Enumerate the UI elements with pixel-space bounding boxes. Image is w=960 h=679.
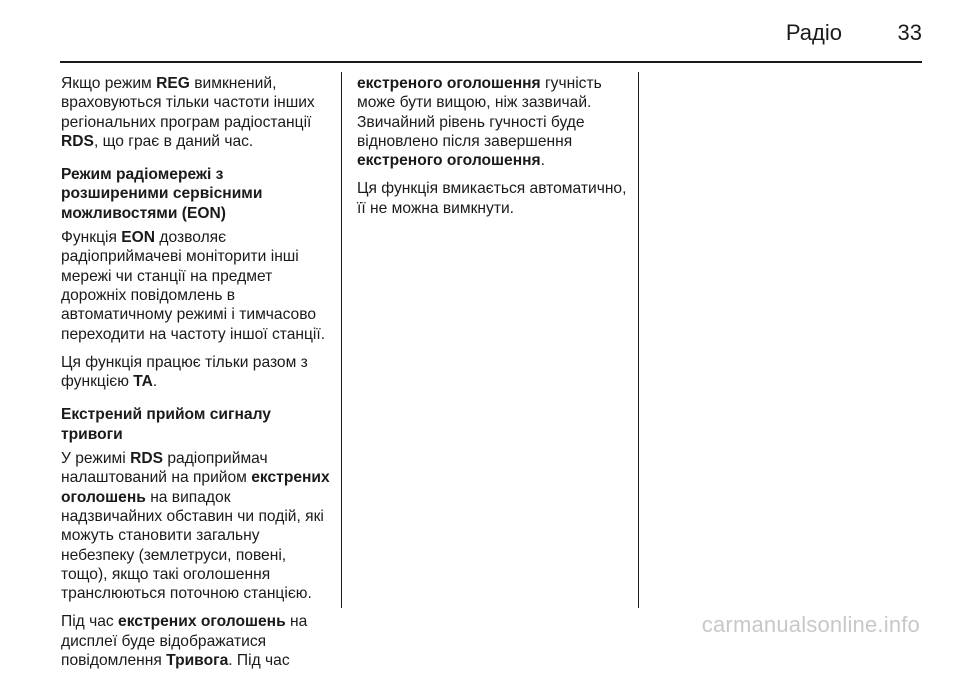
- watermark: carmanualsonline.info: [701, 612, 920, 637]
- paragraph-alarm: Під час екстрених оголошень на дисплеї буде відображатися повідомлення Тривога. Під час: [61, 613, 308, 670]
- paragraph-ta: Ця функція працює тільки разом з функцією TA.: [61, 353, 308, 391]
- term-alarm: Тривога: [166, 652, 229, 670]
- term-ta: TA: [133, 373, 153, 391]
- paragraph-reg: Якщо режим REG вимкнений, враховуються тільки частоти інших регіональних програм радіостанції RDS, що грає в даний час.: [61, 75, 315, 150]
- text-column-2: [357, 74, 629, 227]
- paragraph-auto: Ця функція вмикається автоматично, її не можна вимкнути.: [357, 180, 627, 217]
- term-rds-2: RDS: [130, 450, 164, 468]
- term-emergency-announcements-2: екстрених оголошень: [118, 613, 286, 631]
- page-number: 33: [897, 20, 922, 45]
- header-rule: [60, 61, 922, 63]
- term-rds: RDS: [61, 132, 94, 150]
- paragraph-emergency: У режимі RDS радіоприймач налаштований на прийом екстрених оголошень на випадок надзвичайних обставин чи подій, які можуть становити загальну небезпеку (землетруси, повені, тощо), якщо такі оголошення транслюються поточною станцією.: [61, 450, 330, 603]
- heading-eon: Режим радіомережі з розширеними сервісними можливостями (EON): [61, 166, 263, 222]
- paragraph-eon: Функція EON дозволяє радіоприймачеві моніторити інші мережі чи станції на предмет дорожніх повідомлень в автоматичному режимі і тимчасово переходити на частоту іншої станції.: [61, 229, 326, 343]
- page-header: [0, 0, 960, 62]
- heading-emergency: Екстрений прийом сигналу тривоги: [61, 406, 271, 443]
- page-title: Радіо: [785, 20, 842, 45]
- column-divider-2: [638, 72, 639, 608]
- term-eon: EON: [121, 229, 156, 247]
- term-emergency-announcements: екстрених оголошень: [61, 469, 330, 506]
- paragraph-volume: екстреного оголошення гучність може бути вищою, ніж зазвичай. Звичайний рівень гучності буде відновлено після завершення екстреного оголошення.: [357, 75, 602, 170]
- text-column-1: [61, 74, 333, 679]
- term-reg: REG: [156, 75, 190, 92]
- term-emergency-announcement-2: екстреного оголошення: [357, 152, 541, 170]
- column-divider-1: [341, 72, 342, 608]
- term-emergency-announcement: екстреного оголошення: [357, 75, 541, 92]
